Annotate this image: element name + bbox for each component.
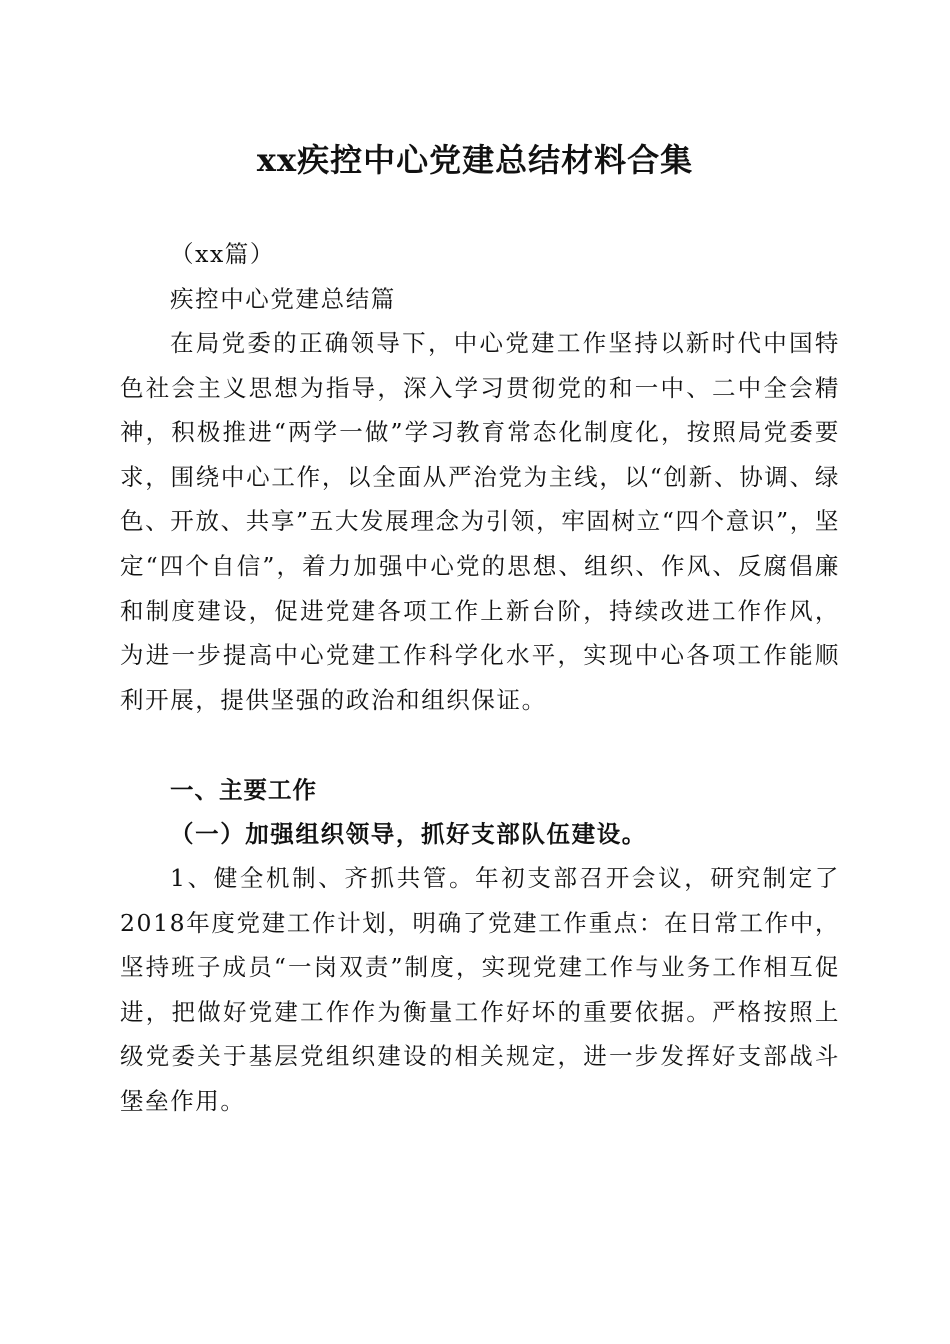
subsection-heading-organization: （一）加强组织领导，抓好支部队伍建设。 <box>170 820 647 848</box>
document-title: xx疾控中心党建总结材料合集 <box>256 141 694 179</box>
intro-paragraph: 在局党委的正确领导下，中心党建工作坚持以新时代中国特色社会主义思想为指导，深入学习贯彻党的和一中、二中全会精神，积极推进“两学一做”学习教育常态化制度化，按照局党委要求，围绕中心工作，以全面从严治党为主线，以“创新、协调、绿色、开放、共享”五大发展理念为引领，牢固树立“四个意识”，坚定“四个自信”，着力加强中心党的思想、组织、作风、反腐倡廉和制度建设，促进党建各项工作上新台阶，持续改进工作作风，为进一步提高中心党建工作科学化水平，实现中心各项工作能顺利开展，提供坚强的政治和组织保证。 <box>120 329 840 714</box>
document-subtitle: （xx篇） <box>170 240 276 268</box>
section-heading-main-work: 一、主要工作 <box>170 776 317 804</box>
section-label: 疾控中心党建总结篇 <box>170 285 396 313</box>
body-paragraph-mechanism: 1、健全机制、齐抓共管。年初支部召开会议，研究制定了2018年度党建工作计划，明确了党建工作重点：在日常工作中，坚持班子成员“一岗双责”制度，实现党建工作与业务工作相互促进，把做好党建工作作为衡量工作好坏的重要依据。严格按照上级党委关于基层党组织建设的相关规定，进一步发挥好支部战斗堡垒作用。 <box>120 864 840 1115</box>
